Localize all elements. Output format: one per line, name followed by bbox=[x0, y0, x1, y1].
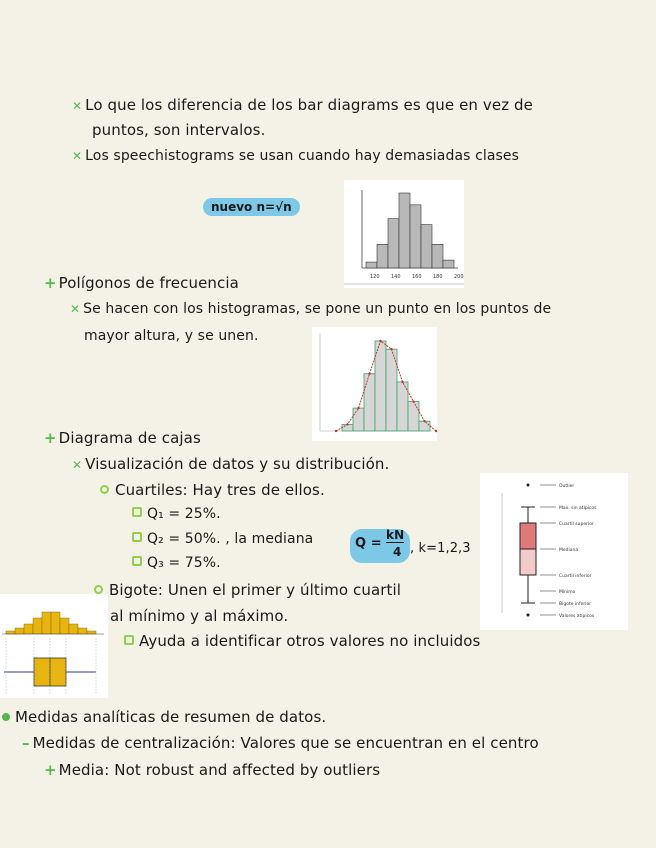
histogram-chart bbox=[344, 180, 464, 288]
note-text: Lo que los diferencia de los bar diagrams es que en vez de bbox=[85, 96, 533, 114]
heading-text: Diagrama de cajas bbox=[58, 429, 201, 447]
polygon-point bbox=[357, 407, 359, 409]
boxplot-label: Mínimo bbox=[559, 590, 576, 595]
outlier-point bbox=[527, 614, 530, 617]
x-bullet-icon: ✕ bbox=[70, 302, 81, 316]
note-text: Visualización de datos y su distribución. bbox=[85, 455, 390, 473]
polygon-point bbox=[401, 381, 403, 383]
box-histogram-chart bbox=[0, 594, 108, 698]
histogram-image bbox=[344, 180, 464, 288]
note-text: Q₁ = 25%. bbox=[147, 506, 221, 522]
note-text: Media: Not robust and affected by outliers bbox=[58, 761, 381, 779]
heading-text: Polígonos de frecuencia bbox=[58, 274, 239, 292]
histogram-bar bbox=[432, 244, 443, 268]
formula-k: , k=1,2,3 bbox=[410, 541, 471, 556]
mini-hist-bar bbox=[42, 612, 51, 634]
box-upper bbox=[520, 523, 536, 549]
polygon-chart bbox=[312, 327, 437, 441]
histogram-bar bbox=[443, 260, 454, 268]
circle-bullet-icon bbox=[94, 585, 103, 594]
heading-poligonos bbox=[44, 274, 239, 292]
note-bar-diagrams-cont: puntos, son intervalos. bbox=[92, 121, 266, 139]
tick-label: 140 bbox=[391, 274, 401, 280]
mini-hist-bar bbox=[15, 628, 24, 634]
boxplot-label: Outlier bbox=[559, 484, 575, 489]
square-bullet-icon bbox=[132, 556, 142, 566]
square-bullet-icon bbox=[124, 635, 134, 645]
mini-hist-bar bbox=[78, 628, 87, 634]
polygon-bar bbox=[364, 374, 375, 431]
circle-bullet-icon bbox=[100, 485, 109, 494]
polygon-point bbox=[412, 400, 414, 402]
note-ayuda bbox=[124, 632, 480, 650]
tick-label: 160 bbox=[412, 274, 422, 280]
note-text: Q₂ = 50%. , la mediana bbox=[147, 531, 314, 547]
histogram-bar bbox=[377, 244, 388, 268]
boxplot-label: Bigote inferior bbox=[559, 602, 592, 607]
outlier-point bbox=[527, 484, 530, 487]
dash-bullet-icon: – bbox=[22, 734, 30, 752]
tick-label: 180 bbox=[433, 274, 443, 280]
heading-diagrama-cajas bbox=[44, 429, 201, 447]
plus-bullet-icon: + bbox=[44, 761, 57, 779]
note-poligonos bbox=[70, 301, 551, 317]
boxplot-label: Max. sin atípicos bbox=[559, 506, 597, 511]
mini-hist-bar bbox=[87, 631, 96, 634]
note-media bbox=[44, 761, 380, 779]
polygon-point bbox=[423, 420, 425, 422]
formula-pill-n: nuevo n=√n bbox=[203, 198, 300, 216]
note-text: Bigote: Unen el primer y último cuartil bbox=[109, 581, 402, 599]
note-cuartiles bbox=[100, 481, 325, 499]
mini-hist-bar bbox=[60, 618, 69, 634]
boxplot-image bbox=[480, 473, 628, 630]
note-text: Ayuda a identificar otros valores no incluidos bbox=[139, 632, 481, 650]
x-bullet-icon: ✕ bbox=[72, 99, 83, 113]
mini-hist-bar bbox=[51, 612, 60, 634]
note-histograms bbox=[72, 148, 519, 164]
square-bullet-icon bbox=[132, 532, 142, 542]
formula-num: kN bbox=[386, 528, 405, 542]
heading-text: Medidas analíticas de resumen de datos. bbox=[15, 708, 327, 726]
note-centralizacion bbox=[22, 734, 539, 752]
x-bullet-icon: ✕ bbox=[72, 149, 83, 163]
tick-label: 120 bbox=[370, 274, 380, 280]
box-lower bbox=[520, 549, 536, 575]
plus-bullet-icon: + bbox=[44, 429, 57, 447]
boxplot-label: Mediana bbox=[559, 548, 579, 553]
formula-den: 4 bbox=[393, 545, 402, 559]
boxplot-label: Cuartil inferior bbox=[559, 574, 592, 579]
note-text: Los speechistograms se usan cuando hay demasiadas clases bbox=[85, 148, 520, 164]
tick-label: 200 bbox=[454, 274, 464, 280]
mini-hist-bar bbox=[24, 624, 33, 634]
x-bullet-icon: ✕ bbox=[72, 458, 83, 472]
note-q1 bbox=[132, 506, 221, 522]
note-text: Medidas de centralización: Valores que se encuentran en el centro bbox=[32, 734, 539, 752]
boxplot-label: Cuartil superior bbox=[559, 522, 594, 527]
histogram-bar bbox=[388, 219, 399, 268]
square-bullet-icon bbox=[132, 507, 142, 517]
polygon-bar bbox=[408, 402, 419, 431]
heading-medidas bbox=[2, 708, 326, 726]
boxplot-chart bbox=[480, 473, 628, 630]
note-q2 bbox=[132, 531, 313, 547]
note-bar-diagrams bbox=[72, 96, 533, 114]
note-bigote bbox=[94, 581, 401, 599]
note-text: Cuartiles: Hay tres de ellos. bbox=[115, 481, 325, 499]
note-text: Q₃ = 75%. bbox=[147, 555, 221, 571]
histogram-bar bbox=[366, 262, 377, 268]
polygon-bar bbox=[419, 421, 430, 431]
histogram-bar bbox=[410, 205, 421, 268]
note-poligonos-cont: mayor altura, y se unen. bbox=[84, 328, 259, 344]
polygon-point bbox=[368, 373, 370, 375]
note-q3 bbox=[132, 555, 221, 571]
box-histogram-image bbox=[0, 594, 108, 698]
polygon-point bbox=[379, 340, 381, 342]
formula-q: Q = bbox=[355, 536, 382, 551]
boxplot-label: Valores atípicos bbox=[559, 614, 595, 619]
mini-hist-bar bbox=[69, 624, 78, 634]
histogram-bar bbox=[421, 225, 432, 268]
polygon-bar bbox=[353, 408, 364, 431]
note-bigote-cont: al mínimo y al máximo. bbox=[110, 607, 289, 625]
note-visualizacion bbox=[72, 455, 389, 473]
polygon-point bbox=[346, 423, 348, 425]
polygon-point bbox=[390, 348, 392, 350]
polygon-bar bbox=[375, 341, 386, 431]
histogram-bar bbox=[399, 193, 410, 268]
mini-hist-bar bbox=[33, 618, 42, 634]
polygon-image bbox=[312, 327, 437, 441]
dot-bullet-icon bbox=[2, 713, 10, 721]
mini-hist-bar bbox=[6, 631, 15, 634]
note-text: Se hacen con los histogramas, se pone un punto en los puntos de bbox=[83, 301, 552, 317]
plus-bullet-icon: + bbox=[44, 274, 57, 292]
polygon-point bbox=[335, 430, 337, 432]
